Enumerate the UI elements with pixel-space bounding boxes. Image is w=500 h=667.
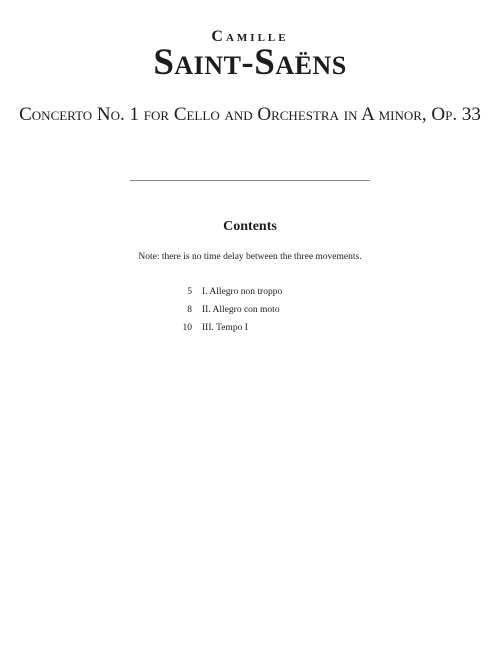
toc-page-number: 10 <box>182 323 192 333</box>
toc-page-number: 5 <box>187 287 192 297</box>
toc-entry-movement-1[interactable] <box>150 287 370 305</box>
table-of-contents <box>150 287 370 341</box>
composer-last-name: Saint-Saëns <box>153 42 347 83</box>
work-title: Concerto No. 1 for Cello and Orchestra in A minor, Op. 33 <box>19 104 481 125</box>
toc-movement-title: III. Tempo I <box>202 323 248 333</box>
contents-note: Note: there is no time delay between the three movements. <box>138 252 362 262</box>
toc-page-number: 8 <box>187 305 192 315</box>
toc-entry-movement-2[interactable] <box>150 305 370 323</box>
toc-movement-title: I. Allegro non troppo <box>202 287 283 297</box>
toc-movement-title: II. Allegro con moto <box>202 305 280 315</box>
composer-first-name: Camille <box>211 28 289 45</box>
divider <box>130 180 370 181</box>
toc-entry-movement-3[interactable] <box>150 323 370 341</box>
contents-heading: Contents <box>223 219 277 234</box>
